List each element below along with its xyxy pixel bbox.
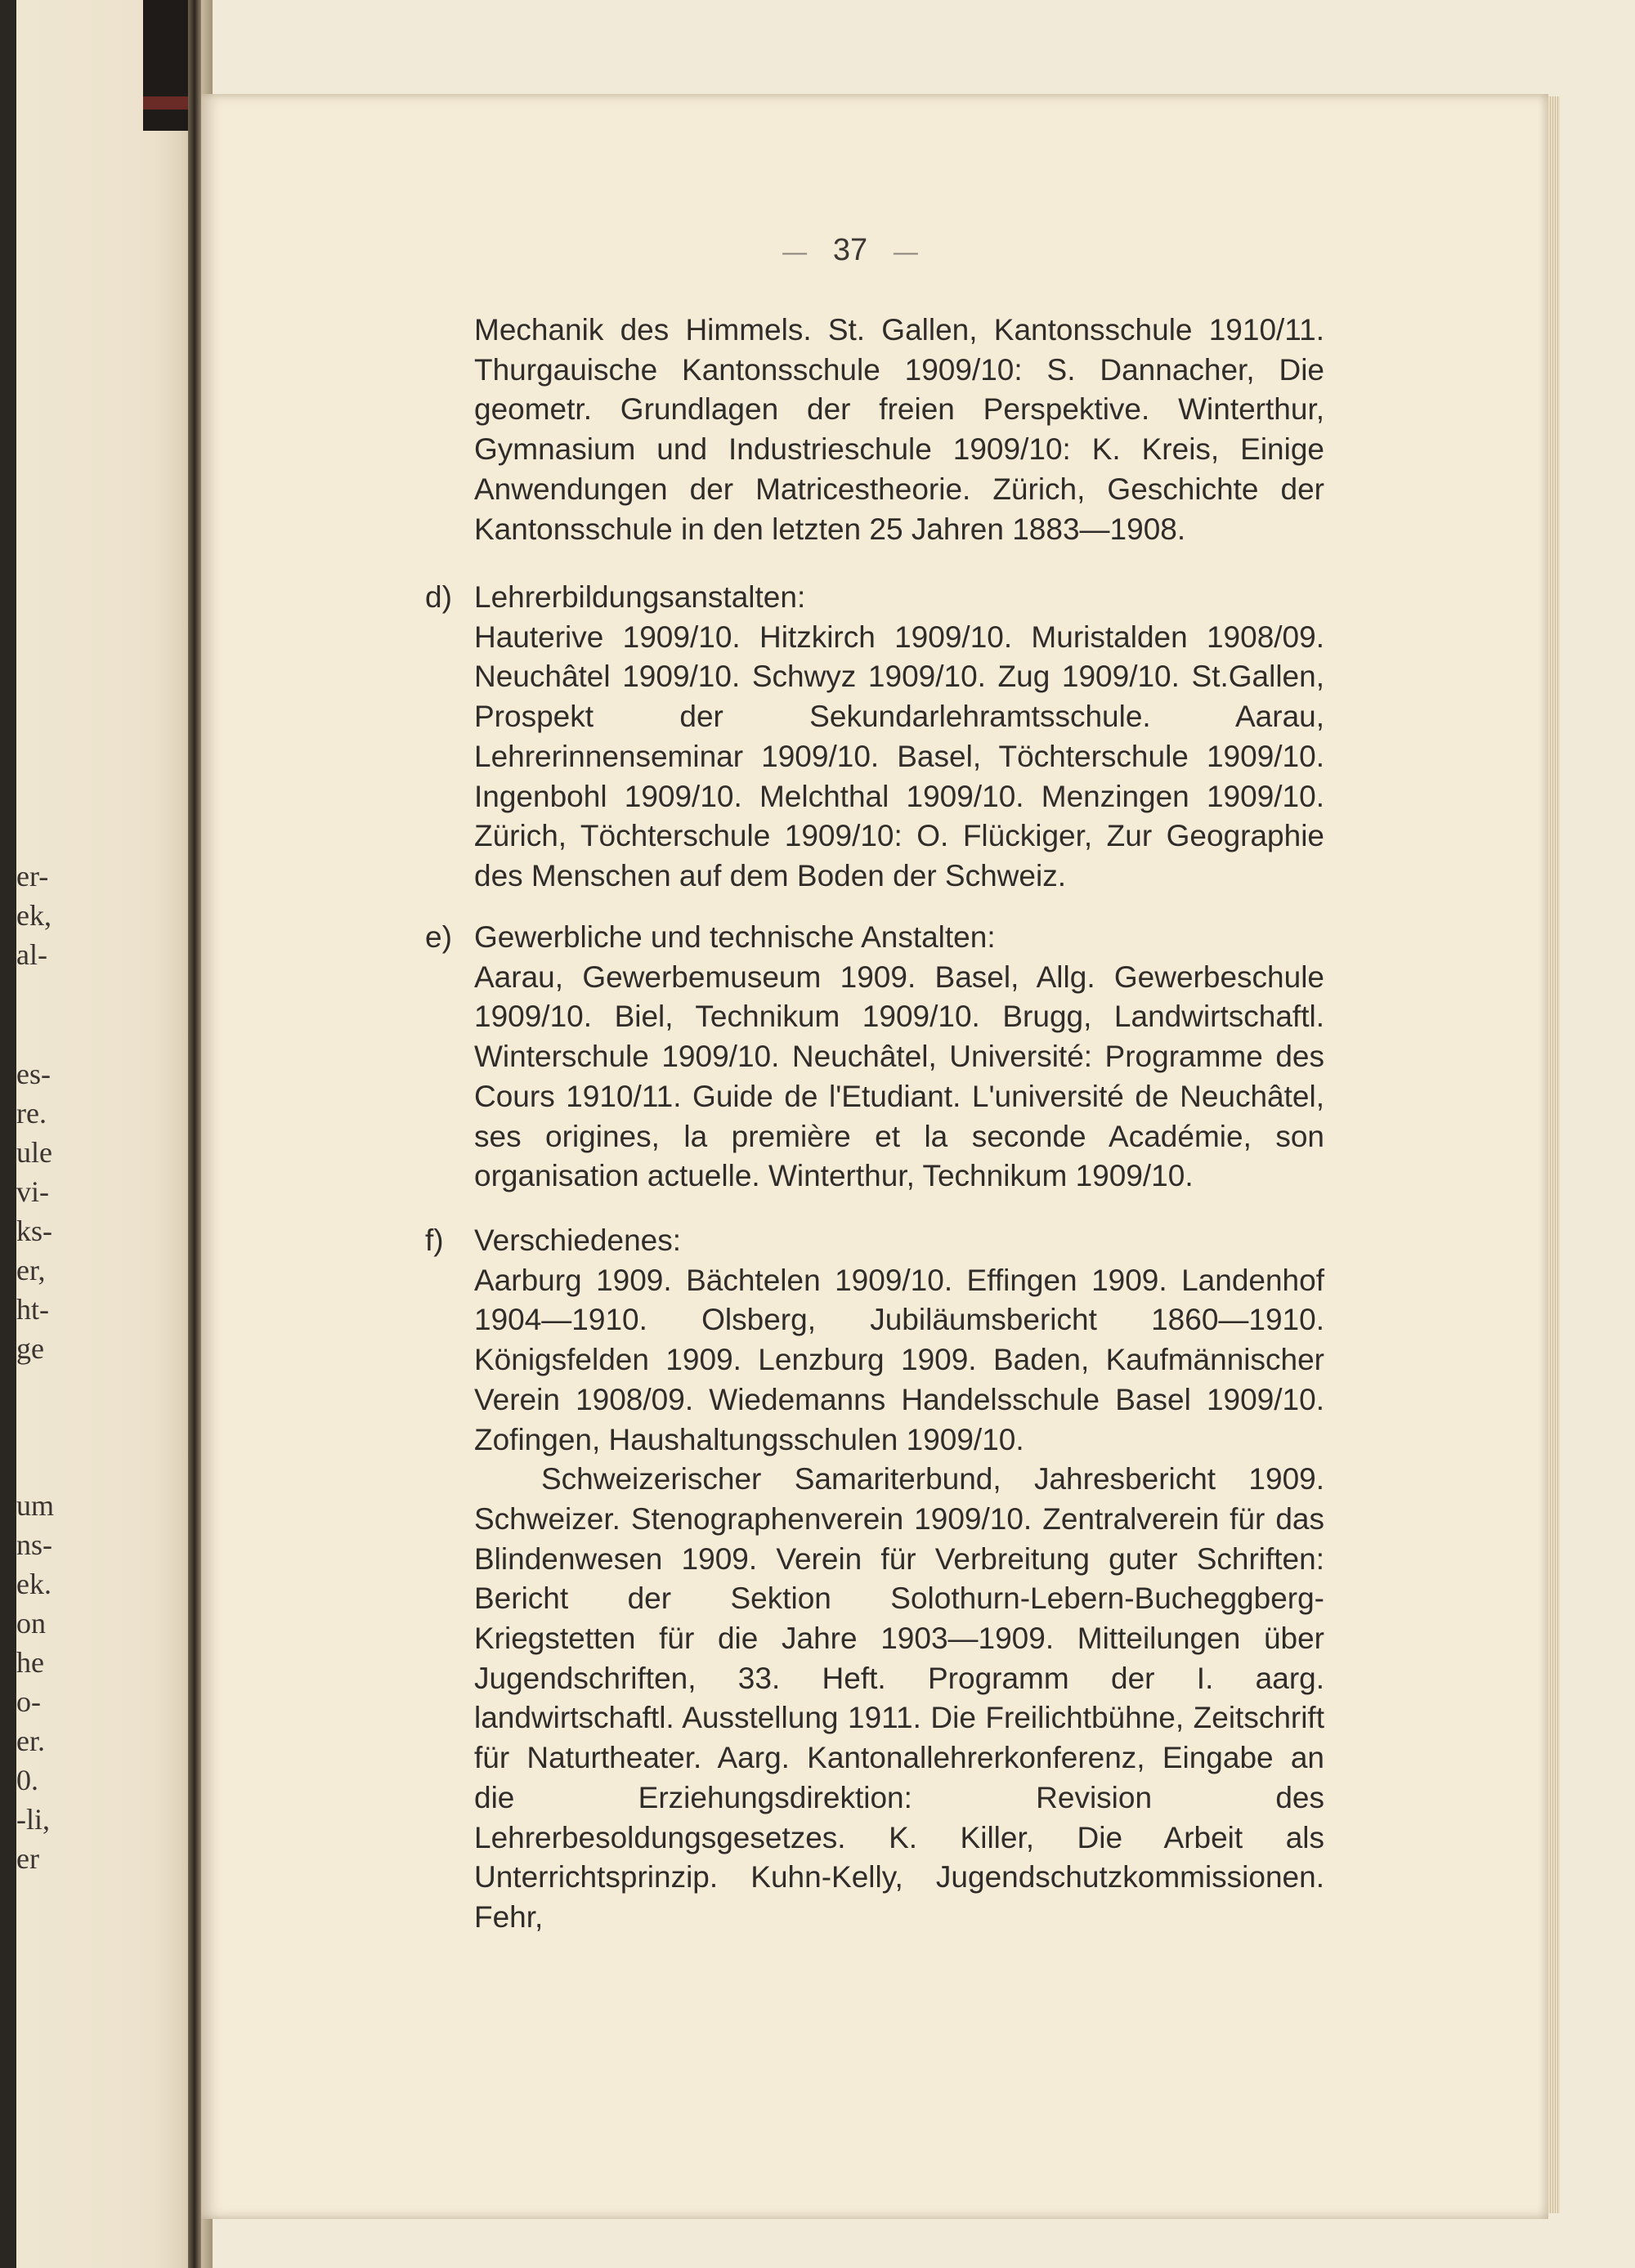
left-page-fragment: um: [16, 1489, 55, 1522]
left-page-fragment: vi-: [16, 1175, 49, 1208]
left-page: [16, 0, 213, 2268]
left-page-fragment: ge: [16, 1332, 44, 1365]
section-f-body-continued: Schweizerischer Samariterbund, Jahresbericht 1909. Schweizer. Stenographenverein 1909/10. Zentralverein für das Blindenwesen 1909. Verein für Verbreitung guter Schriften: Bericht der Sektion Solothurn-Lebern-Bucheggberg-Kriegstetten für die Jahre 1903—1909. Mitteilungen über Jugendschriften, 33. Heft. Programm der I. aarg. landwirtschaftl. Ausstellung 1911. Die Freilichtbühne, Zeitschrift für Naturtheater. Aarg. Kantonallehrerkonferenz, Eingabe an die Erziehungsdirektion: Revision des Lehrerbesoldungsgesetzes. K. Killer, Die Arbeit als Unterrichtsprinzip. Kuhn-Kelly, Jugendschutzkommissionen. Fehr,: [474, 1462, 1324, 1934]
section-marker-f: f): [425, 1223, 444, 1257]
section-f-body: Aarburg 1909. Bächtelen 1909/10. Effingen 1909. Landenhof 1904—1910. Olsberg, Jubiläumsbericht 1860—1910. Königsfelden 1909. Lenzburg 1909. Baden, Kaufmännischer Verein 1908/09. Wiedemanns Handelsschule Basel 1909/10. Zofingen, Haushaltungsschulen 1909/10.: [474, 1263, 1324, 1456]
section-f: [474, 1221, 1324, 1938]
page-number-dash: —: [893, 239, 918, 266]
section-marker-e: e): [425, 920, 452, 954]
left-page-fragment: er,: [16, 1254, 46, 1286]
intro-paragraph: [474, 311, 1324, 549]
section-e-body: Aarau, Gewerbemuseum 1909. Basel, Allg. Gewerbeschule 1909/10. Biel, Technikum 1909/10. Brugg, Landwirtschaftl. Winterschule 1909/10. Neuchâtel, Université: Programme des Cours 1910/11. Guide de l'Etudiant. L'université de Neuchâtel, ses origines, la première et la seconde Académie, son organisation actuelle. Winterthur, Technikum 1909/10.: [474, 960, 1324, 1193]
section-d-heading: Lehrerbildungsanstalten:: [474, 580, 806, 614]
page-stack-edge: [1548, 96, 1560, 2213]
page-number-dash: —: [782, 239, 808, 266]
section-d: [474, 578, 1324, 897]
left-page-fragment: on: [16, 1607, 46, 1639]
left-page-fragment: o-: [16, 1685, 41, 1718]
left-page-fragment: ht-: [16, 1293, 49, 1326]
page-number: [752, 233, 948, 268]
left-page-fragment: al-: [16, 938, 47, 971]
left-page-fragment: -li,: [16, 1803, 50, 1836]
intro-paragraph-text: Mechanik des Himmels. St. Gallen, Kantonsschule 1910/11. Thurgauische Kantonsschule 1909/10: S. Dannacher, Die geometr. Grundlagen der freien Perspektive. Winterthur, Gymnasium und Industrieschule 1909/10: K. Kreis, Einige Anwendungen der Matricestheorie. Zürich, Geschichte der Kantonsschule in den letzten 25 Jahren 1883—1908.: [474, 313, 1324, 546]
book-gutter: [188, 0, 201, 2268]
book-binding: [143, 0, 192, 131]
left-page-fragment: ek,: [16, 899, 52, 932]
binding-ribbon: [143, 96, 192, 110]
section-e: [474, 918, 1324, 1197]
left-page-fragment: ek.: [16, 1568, 52, 1600]
left-page-fragment: ule: [16, 1136, 52, 1169]
book-spine-edge: [0, 0, 16, 2268]
left-page-fragment: er-: [16, 860, 49, 892]
page-number-value: 37: [832, 233, 868, 267]
left-page-fragment: ns-: [16, 1528, 52, 1561]
left-page-fragment: ks-: [16, 1215, 52, 1247]
section-marker-d: d): [425, 580, 452, 614]
left-page-fragment: re.: [16, 1097, 47, 1130]
section-d-body: Hauterive 1909/10. Hitzkirch 1909/10. Muristalden 1908/09. Neuchâtel 1909/10. Schwyz 1909/10. Zug 1909/10. St.Gallen, Prospekt der Sekundarlehramtsschule. Aarau, Lehrerinnenseminar 1909/10. Basel, Töchterschule 1909/10. Ingenbohl 1909/10. Melchthal 1909/10. Menzingen 1909/10. Zürich, Töchterschule 1909/10: O. Flückiger, Zur Geographie des Menschen auf dem Boden der Schweiz.: [474, 620, 1324, 892]
left-page-fragment: er.: [16, 1724, 45, 1757]
left-page-fragment: es-: [16, 1058, 51, 1090]
section-e-heading: Gewerbliche und technische Anstalten:: [474, 920, 996, 954]
left-page-fragment: 0.: [16, 1764, 38, 1796]
left-page-fragment: he: [16, 1646, 44, 1679]
left-page-fragment: er: [16, 1842, 39, 1875]
section-f-heading: Verschiedenes:: [474, 1223, 682, 1257]
